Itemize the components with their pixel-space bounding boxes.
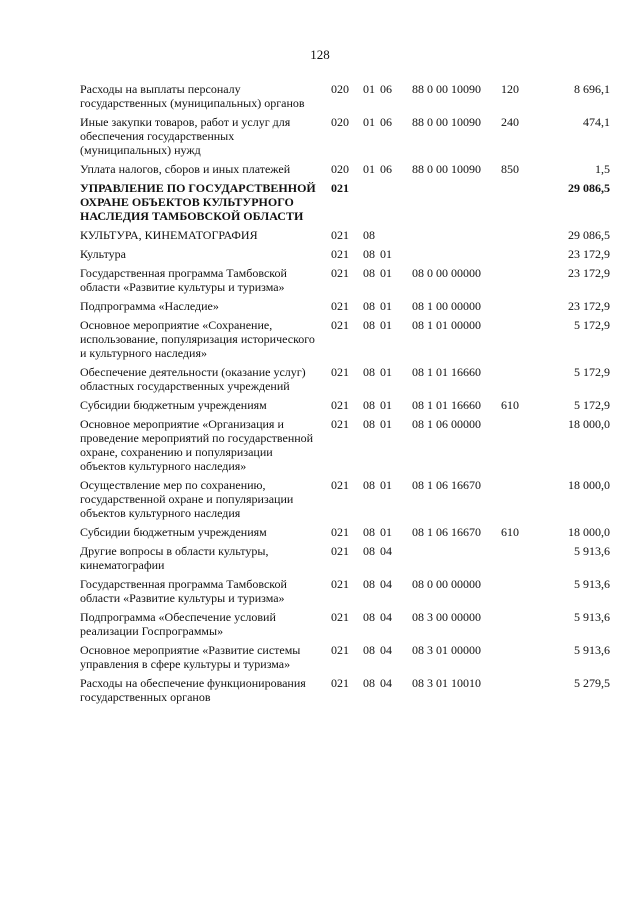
target-item-code: 08 1 06 00000 <box>412 417 481 431</box>
target-item-code: 08 3 01 10010 <box>412 676 481 690</box>
amount: 1,5 <box>595 162 610 176</box>
table-row <box>0 577 640 605</box>
amount: 23 172,9 <box>568 247 610 261</box>
row-name: Иные закупки товаров, работ и услуг для обеспечения государственных (муниципальных) нужд <box>80 115 291 157</box>
table-row <box>0 247 640 261</box>
table-row <box>0 162 640 176</box>
section-code: 08 <box>363 398 375 412</box>
ministry-code: 021 <box>331 577 349 591</box>
row-name: Основное мероприятие «Развитие системы управления в сфере культуры и туризма» <box>80 643 301 671</box>
expense-type-code: 240 <box>501 115 519 129</box>
ministry-code: 021 <box>331 525 349 539</box>
ministry-code: 021 <box>331 266 349 280</box>
subsection-code: 01 <box>380 398 392 412</box>
target-item-code: 08 1 01 16660 <box>412 365 481 379</box>
row-name: Другие вопросы в области культуры, кинематографии <box>80 544 269 572</box>
ministry-code: 021 <box>331 398 349 412</box>
target-item-code: 08 0 00 00000 <box>412 266 481 280</box>
amount: 5 172,9 <box>574 398 610 412</box>
table-row <box>0 115 640 157</box>
target-item-code: 08 1 06 16670 <box>412 525 481 539</box>
row-name: Субсидии бюджетным учреждениям <box>80 525 267 539</box>
ministry-code: 021 <box>331 417 349 431</box>
subsection-code: 01 <box>380 365 392 379</box>
section-code: 08 <box>363 247 375 261</box>
section-code: 01 <box>363 82 375 96</box>
expense-type-code: 610 <box>501 525 519 539</box>
amount: 5 913,6 <box>574 643 610 657</box>
section-code: 01 <box>363 162 375 176</box>
page-number: 128 <box>310 47 330 62</box>
ministry-code: 021 <box>331 676 349 690</box>
expense-type-code: 120 <box>501 82 519 96</box>
section-code: 08 <box>363 318 375 332</box>
subsection-code: 01 <box>380 525 392 539</box>
amount: 23 172,9 <box>568 299 610 313</box>
table-row <box>0 478 640 520</box>
target-item-code: 08 3 01 00000 <box>412 643 481 657</box>
section-code: 08 <box>363 610 375 624</box>
section-code: 08 <box>363 676 375 690</box>
subsection-code: 06 <box>380 162 392 176</box>
target-item-code: 08 3 00 00000 <box>412 610 481 624</box>
target-item-code: 08 1 06 16670 <box>412 478 481 492</box>
ministry-code: 021 <box>331 544 349 558</box>
table-row <box>0 398 640 412</box>
row-name: Основное мероприятие «Сохранение, использование, популяризация исторического и культурного наследия» <box>80 318 315 360</box>
ministry-code: 021 <box>331 610 349 624</box>
subsection-code: 01 <box>380 299 392 313</box>
amount: 5 913,6 <box>574 577 610 591</box>
row-name: Расходы на обеспечение функционирования государственных органов <box>80 676 306 704</box>
amount: 474,1 <box>583 115 610 129</box>
target-item-code: 88 0 00 10090 <box>412 162 481 176</box>
row-name: Подпрограмма «Обеспечение условий реализации Госпрограммы» <box>80 610 276 638</box>
table-row <box>0 266 640 294</box>
budget-table <box>0 82 640 709</box>
table-row <box>0 318 640 360</box>
amount: 29 086,5 <box>568 181 610 195</box>
section-code: 08 <box>363 525 375 539</box>
row-name: Основное мероприятие «Организация и проведение мероприятий по государственной охране, сохранению и популяризации объектов культурного наследия» <box>80 417 314 473</box>
section-code: 08 <box>363 417 375 431</box>
table-row <box>0 676 640 704</box>
section-code: 08 <box>363 365 375 379</box>
ministry-code: 021 <box>331 365 349 379</box>
subsection-code: 01 <box>380 478 392 492</box>
row-name: Культура <box>80 247 126 261</box>
amount: 5 913,6 <box>574 610 610 624</box>
amount: 5 913,6 <box>574 544 610 558</box>
section-code: 08 <box>363 577 375 591</box>
table-row <box>0 365 640 393</box>
section-code: 08 <box>363 478 375 492</box>
row-name: Государственная программа Тамбовской области «Развитие культуры и туризма» <box>80 266 287 294</box>
section-code: 08 <box>363 544 375 558</box>
amount: 5 172,9 <box>574 365 610 379</box>
section-code: 08 <box>363 228 375 242</box>
amount: 5 172,9 <box>574 318 610 332</box>
amount: 5 279,5 <box>574 676 610 690</box>
subsection-code: 04 <box>380 577 392 591</box>
subsection-code: 06 <box>380 115 392 129</box>
amount: 18 000,0 <box>568 417 610 431</box>
ministry-code: 021 <box>331 299 349 313</box>
subsection-code: 01 <box>380 247 392 261</box>
table-row <box>0 299 640 313</box>
table-row <box>0 417 640 473</box>
target-item-code: 08 1 00 00000 <box>412 299 481 313</box>
subsection-code: 04 <box>380 544 392 558</box>
row-name: Осуществление мер по сохранению, государственной охране и популяризации объектов культурного наследия <box>80 478 294 520</box>
target-item-code: 08 1 01 00000 <box>412 318 481 332</box>
amount: 18 000,0 <box>568 525 610 539</box>
ministry-code: 021 <box>331 247 349 261</box>
row-name: Государственная программа Тамбовской области «Развитие культуры и туризма» <box>80 577 287 605</box>
subsection-code: 04 <box>380 610 392 624</box>
subsection-code: 04 <box>380 676 392 690</box>
target-item-code: 88 0 00 10090 <box>412 115 481 129</box>
amount: 23 172,9 <box>568 266 610 280</box>
table-row <box>0 544 640 572</box>
ministry-code: 020 <box>331 162 349 176</box>
row-name: Обеспечение деятельности (оказание услуг) областных государственных учреждений <box>80 365 306 393</box>
target-item-code: 08 1 01 16660 <box>412 398 481 412</box>
row-name: Субсидии бюджетным учреждениям <box>80 398 267 412</box>
ministry-code: 020 <box>331 115 349 129</box>
table-row <box>0 525 640 539</box>
amount: 29 086,5 <box>568 228 610 242</box>
subsection-code: 04 <box>380 643 392 657</box>
subsection-code: 06 <box>380 82 392 96</box>
row-name: КУЛЬТУРА, КИНЕМАТОГРАФИЯ <box>80 228 258 242</box>
amount: 18 000,0 <box>568 478 610 492</box>
target-item-code: 88 0 00 10090 <box>412 82 481 96</box>
section-code: 08 <box>363 643 375 657</box>
row-name: Уплата налогов, сборов и иных платежей <box>80 162 291 176</box>
subsection-code: 01 <box>380 266 392 280</box>
subsection-code: 01 <box>380 417 392 431</box>
expense-type-code: 610 <box>501 398 519 412</box>
section-code: 01 <box>363 115 375 129</box>
ministry-code: 021 <box>331 181 349 195</box>
row-name: Подпрограмма «Наследие» <box>80 299 219 313</box>
table-row <box>0 82 640 110</box>
ministry-code: 021 <box>331 643 349 657</box>
ministry-code: 021 <box>331 318 349 332</box>
ministry-code: 021 <box>331 478 349 492</box>
subsection-code: 01 <box>380 318 392 332</box>
table-row <box>0 610 640 638</box>
ministry-code: 020 <box>331 82 349 96</box>
amount: 8 696,1 <box>574 82 610 96</box>
table-row <box>0 643 640 671</box>
row-name: УПРАВЛЕНИЕ ПО ГОСУДАРСТВЕННОЙ ОХРАНЕ ОБЪЕКТОВ КУЛЬТУРНОГО НАСЛЕДИЯ ТАМБОВСКОЙ ОБЛАСТИ <box>80 181 316 223</box>
expense-type-code: 850 <box>501 162 519 176</box>
table-row <box>0 228 640 242</box>
table-row <box>0 181 640 223</box>
row-name: Расходы на выплаты персоналу государственных (муниципальных) органов <box>80 82 305 110</box>
section-code: 08 <box>363 266 375 280</box>
target-item-code: 08 0 00 00000 <box>412 577 481 591</box>
ministry-code: 021 <box>331 228 349 242</box>
section-code: 08 <box>363 299 375 313</box>
